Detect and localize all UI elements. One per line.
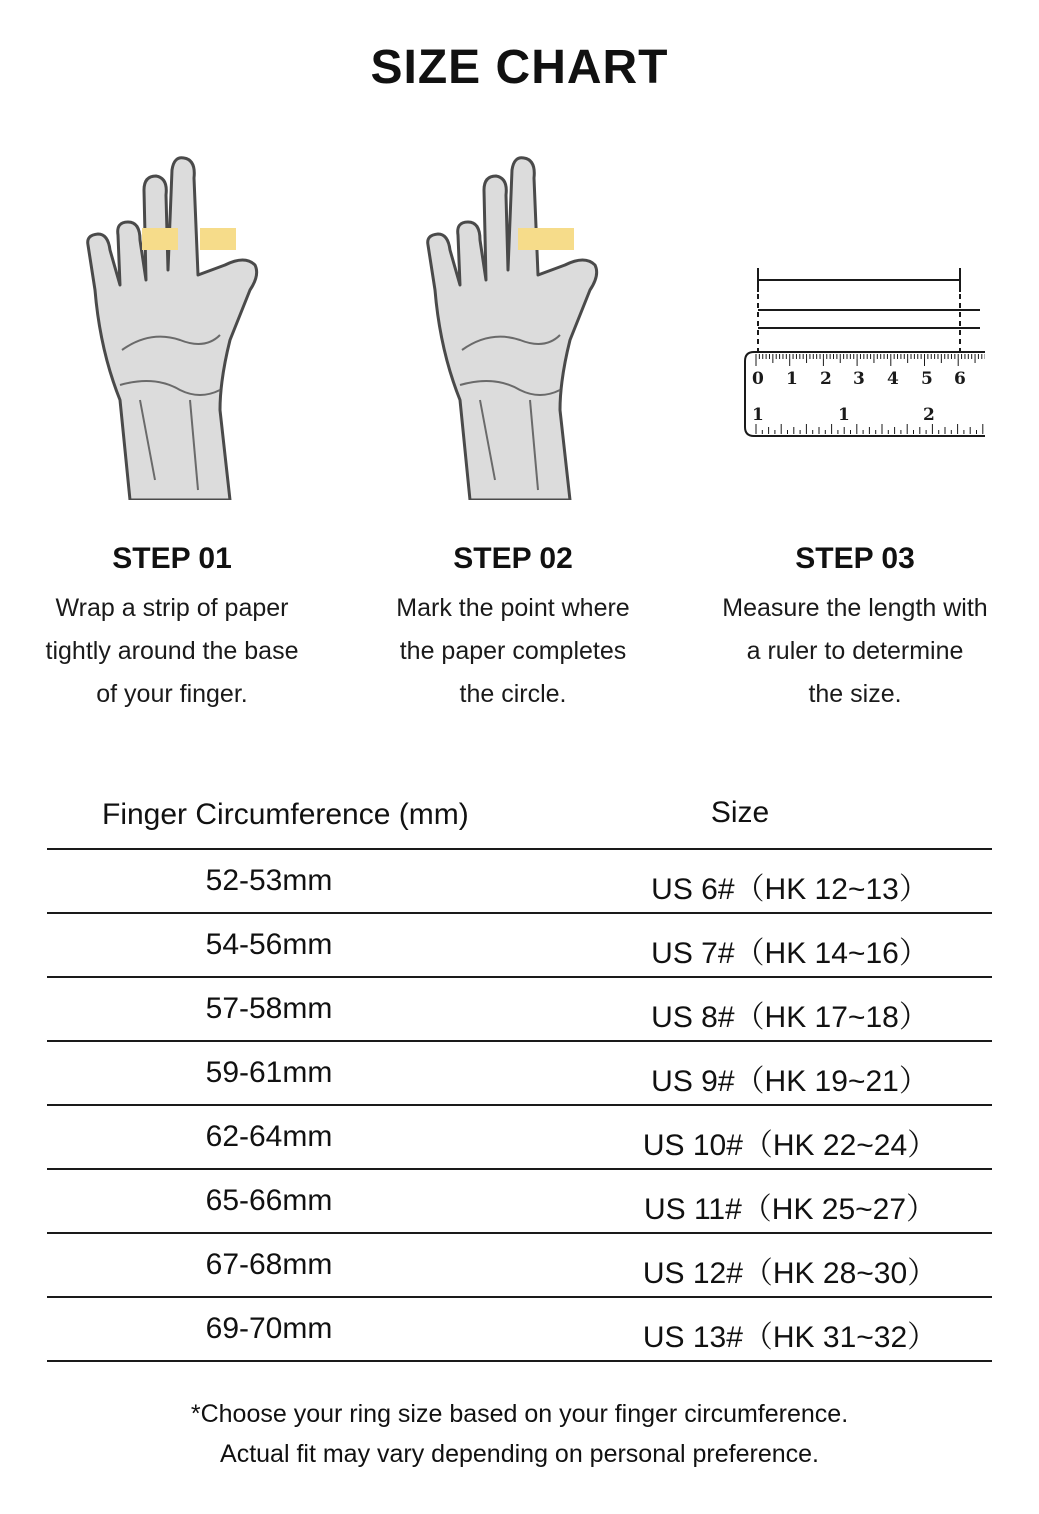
ruler-top-number: 3 <box>853 369 865 389</box>
size-cell: US 6#（HK 12~13） <box>651 873 929 906</box>
circumference-cell: 52-53mm <box>205 864 333 897</box>
step-01 <box>2 537 342 716</box>
footnote-line: *Choose your ring size based on your finger circumference. <box>190 1400 849 1428</box>
ruler-top-number: 6 <box>954 369 966 389</box>
step-description <box>685 587 1025 716</box>
table-row <box>47 1106 992 1170</box>
step-line: of your finger. <box>96 680 248 708</box>
step-heading: STEP 02 <box>453 542 573 575</box>
table-header <box>47 790 992 850</box>
ruler-top-number: 5 <box>921 369 933 389</box>
step-heading: STEP 01 <box>112 542 232 575</box>
size-cell: US 7#（HK 14~16） <box>651 937 929 970</box>
step-heading: STEP 03 <box>795 542 915 575</box>
hand-wrap-illustration <box>80 150 270 500</box>
size-cell: US 10#（HK 22~24） <box>642 1129 938 1162</box>
step-line: the paper completes <box>399 637 627 665</box>
ruler-top-number: 2 <box>820 369 832 389</box>
size-cell: US 9#（HK 19~21） <box>651 1065 929 1098</box>
ruler-top-number: 4 <box>887 369 899 389</box>
header-circumference: Finger Circumference (mm) <box>102 798 469 831</box>
step-line: Wrap a strip of paper <box>55 594 289 622</box>
circumference-cell: 67-68mm <box>205 1248 333 1281</box>
table-row <box>47 850 992 914</box>
paper-strip <box>518 228 574 250</box>
page-title: SIZE CHART <box>370 41 669 94</box>
step-02 <box>343 537 683 716</box>
circumference-cell: 69-70mm <box>205 1312 333 1345</box>
size-cell: US 8#（HK 17~18） <box>651 1001 929 1034</box>
step-description <box>2 587 342 716</box>
ruler-bottom-number: 1 <box>752 405 764 425</box>
ruler-illustration <box>740 262 985 442</box>
table-row <box>47 1042 992 1106</box>
size-table <box>47 790 992 1362</box>
header-size: Size <box>710 796 770 829</box>
table-row <box>47 1234 992 1298</box>
circumference-cell: 62-64mm <box>205 1120 333 1153</box>
step-description <box>343 587 683 716</box>
circumference-cell: 65-66mm <box>205 1184 333 1217</box>
footnote-line: Actual fit may vary depending on personal preference. <box>220 1440 819 1468</box>
paper-strip <box>200 228 236 250</box>
step-line: the circle. <box>459 680 567 708</box>
step-03 <box>685 537 1025 716</box>
size-cell: US 11#（HK 25~27） <box>643 1193 937 1226</box>
step-line: Measure the length with <box>722 594 988 622</box>
paper-strip <box>142 228 178 250</box>
ruler-bottom-number: 2 <box>923 405 935 425</box>
step-line: a ruler to determine <box>746 637 964 665</box>
size-cell: US 13#（HK 31~32） <box>642 1321 938 1354</box>
ruler-top-number: 0 <box>752 369 764 389</box>
size-cell: US 12#（HK 28~30） <box>642 1257 938 1290</box>
footnote <box>0 1394 1039 1474</box>
circumference-cell: 54-56mm <box>205 928 333 961</box>
table-row <box>47 914 992 978</box>
circumference-cell: 57-58mm <box>205 992 333 1025</box>
ruler-top-number: 1 <box>786 369 798 389</box>
table-row <box>47 1298 992 1362</box>
step-line: the size. <box>808 680 902 708</box>
step-line: tightly around the base <box>45 637 299 665</box>
table-row <box>47 978 992 1042</box>
table-row <box>47 1170 992 1234</box>
step-line: Mark the point where <box>396 594 630 622</box>
circumference-cell: 59-61mm <box>205 1056 333 1089</box>
ruler-bottom-number: 1 <box>838 405 850 425</box>
hand-mark-illustration <box>420 150 610 500</box>
